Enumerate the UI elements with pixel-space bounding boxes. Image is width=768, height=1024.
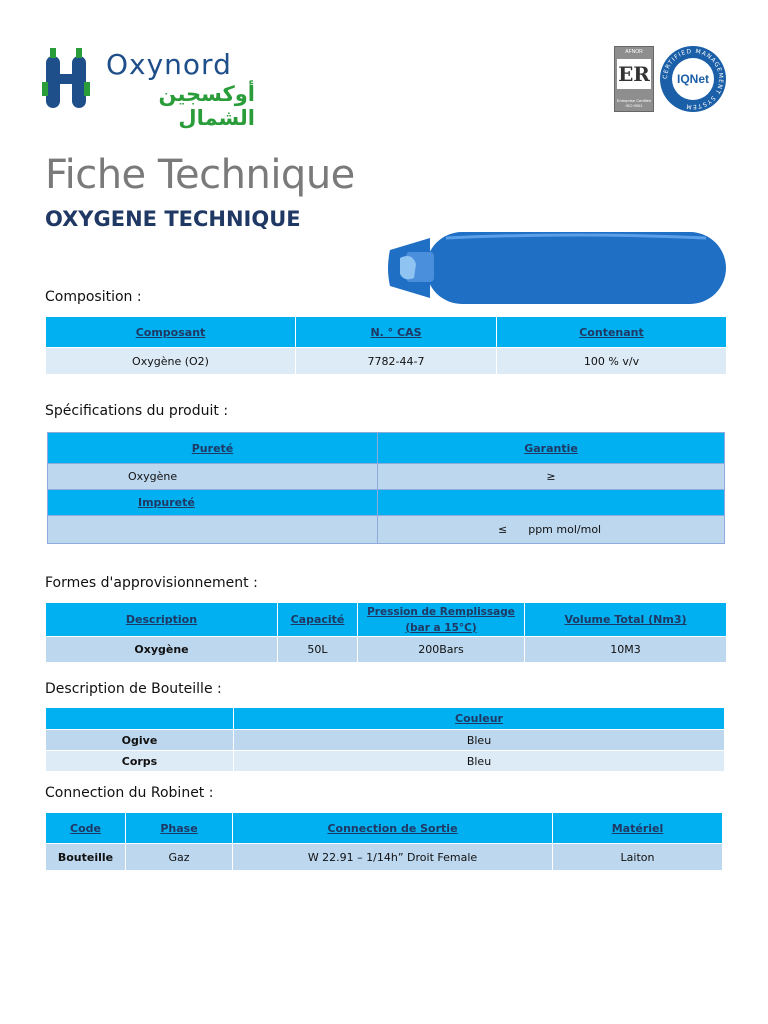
gas-cylinder-illustration <box>386 228 730 308</box>
header-cell: Composant <box>46 317 296 348</box>
table-header-row <box>46 708 725 730</box>
table-row <box>46 751 725 772</box>
table-row <box>46 730 725 751</box>
table-row <box>46 637 727 663</box>
header-cell: Pureté <box>48 433 378 464</box>
header-cell: Description <box>46 603 278 637</box>
bouteille-table <box>45 707 725 772</box>
header-cell: Connection de Sortie <box>233 813 553 844</box>
composition-heading: Composition : <box>45 289 142 305</box>
cert-iq-ring: CERTIFIED MANAGEMENT SYSTEM <box>661 47 725 111</box>
table-cell: Oxygène (O2) <box>46 348 296 375</box>
logo-name: Oxynord <box>106 48 232 81</box>
header-cell: Matériel <box>553 813 723 844</box>
table-cell: ≥ <box>378 464 725 490</box>
iqnet-certification-badge <box>660 46 726 112</box>
header-cell: Couleur <box>234 708 725 730</box>
table-row <box>46 844 723 871</box>
header-cell <box>46 708 234 730</box>
table-cell: W 22.91 – 1/14h” Droit Female <box>233 844 553 871</box>
robinet-heading: Connection du Robinet : <box>45 785 214 801</box>
table-cell: 200Bars <box>358 637 525 663</box>
table-cell: 10M3 <box>525 637 727 663</box>
header-cell: Contenant <box>497 317 727 348</box>
header-cell: Phase <box>126 813 233 844</box>
robinet-table <box>45 812 723 871</box>
oxynord-logo <box>40 42 255 130</box>
table-header-row <box>46 317 727 348</box>
table-cell: 7782-44-7 <box>296 348 497 375</box>
table-cell: Corps <box>46 751 234 772</box>
page-title: Fiche Technique <box>45 152 355 198</box>
table-row <box>48 516 725 544</box>
oxynord-cylinder-icon <box>40 42 100 114</box>
composition-table <box>45 316 727 375</box>
approvisionnement-table <box>45 602 727 663</box>
table-cell <box>48 516 378 544</box>
header-cell: Capacité <box>278 603 358 637</box>
page-subtitle: OXYGENE TECHNIQUE <box>45 207 301 231</box>
unit-label: ppm mol/mol <box>528 523 602 536</box>
specifications-table <box>47 432 725 544</box>
header-cell: N. ° CAS <box>296 317 497 348</box>
bouteille-heading: Description de Bouteille : <box>45 681 222 697</box>
approvisionnement-heading: Formes d'approvisionnement : <box>45 575 258 591</box>
table-cell: Laiton <box>553 844 723 871</box>
cert-er-bottom: Entreprise Certifiée ISO 9001 <box>616 98 652 108</box>
table-header-row <box>46 603 727 637</box>
table-cell: Oxygène <box>46 637 278 663</box>
table-cell: 100 % v/v <box>497 348 727 375</box>
cert-iq-label: IQNet <box>672 58 714 100</box>
table-cell: Ogive <box>46 730 234 751</box>
header-cell: Pression de Remplissage (bar a 15°C) <box>358 603 525 637</box>
header-cell: Impureté <box>48 490 378 516</box>
table-row <box>48 464 725 490</box>
table-cell <box>378 516 725 544</box>
table-cell: Bouteille <box>46 844 126 871</box>
logo-arabic: أوكسجين الشمال <box>158 82 255 130</box>
table-cell: Oxygène <box>48 464 378 490</box>
header-cell: Volume Total (Nm3) <box>525 603 727 637</box>
impurete-row <box>48 490 725 516</box>
table-cell: Gaz <box>126 844 233 871</box>
header-cell: Garantie <box>378 433 725 464</box>
table-cell: Bleu <box>234 751 725 772</box>
specifications-heading: Spécifications du produit : <box>45 403 229 419</box>
table-cell: Bleu <box>234 730 725 751</box>
less-equal-symbol: ≤ <box>498 523 508 536</box>
afnor-certification-badge <box>614 46 654 112</box>
table-header-row <box>48 433 725 464</box>
cert-er-mark: ER <box>617 59 651 89</box>
table-cell: 50L <box>278 637 358 663</box>
header-cell: Code <box>46 813 126 844</box>
table-row <box>46 348 727 375</box>
cert-er-top: AFNOR <box>625 49 643 55</box>
table-header-row <box>46 813 723 844</box>
header-cell <box>378 490 725 516</box>
